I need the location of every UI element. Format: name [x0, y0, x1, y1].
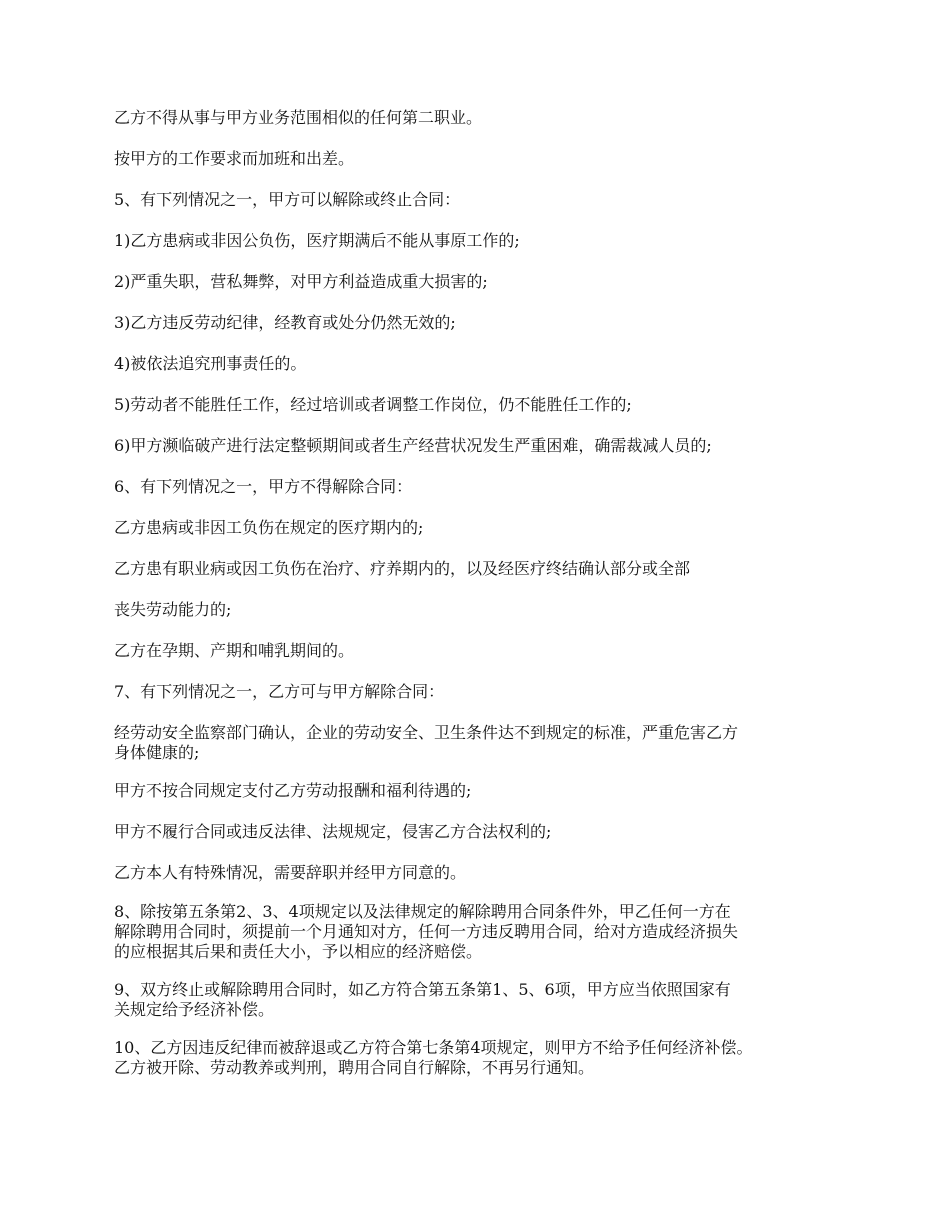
document-page: [114, 108, 854, 1078]
paragraph-4: 1)乙方患病或非因公负伤，医疗期满后不能从事原工作的;: [114, 231, 520, 250]
paragraph-21: 9、双方终止或解除聘用合同时，如乙方符合第五条第1、5、6项，甲方应当依照国家有 关规定给予经济补偿。: [114, 980, 731, 1019]
paragraph-2: 按甲方的工作要求而加班和出差。: [114, 149, 355, 168]
paragraph-12: 乙方患有职业病或因工负伤在治疗、疗养期内的，以及经医疗终结确认部分或全部: [114, 559, 691, 578]
paragraph-9: 6)甲方濒临破产进行法定整顿期间或者生产经营状况发生严重困难，确需裁减人员的;: [114, 436, 712, 455]
paragraph-15: 7、有下列情况之一，乙方可与甲方解除合同：: [114, 682, 445, 701]
paragraph-5: 2)严重失职，营私舞弊，对甲方利益造成重大损害的;: [114, 272, 488, 291]
paragraph-3: 5、有下列情况之一，甲方可以解除或终止合同：: [114, 190, 461, 209]
paragraph-13: 丧失劳动能力的;: [114, 600, 232, 619]
paragraph-8: 5)劳动者不能胜任工作，经过培训或者调整工作岗位，仍不能胜任工作的;: [114, 395, 632, 414]
paragraph-18: 甲方不履行合同或违反法律、法规规定，侵害乙方合法权利的;: [114, 822, 552, 841]
paragraph-14: 乙方在孕期、产期和哺乳期间的。: [114, 641, 355, 660]
paragraph-1: 乙方不得从事与甲方业务范围相似的任何第二职业。: [114, 108, 483, 127]
paragraph-6: 3)乙方违反劳动纪律，经教育或处分仍然无效的;: [114, 313, 456, 332]
paragraph-22: 10、乙方因违反纪律而被辞退或乙方符合第七条第4项规定，则甲方不给予任何经济补偿。 乙方被开除、劳动教养或判刑，聘用合同自行解除，不再另行通知。: [114, 1038, 753, 1077]
paragraph-7: 4)被依法追究刑事责任的。: [114, 354, 307, 373]
paragraph-10: 6、有下列情况之一，甲方不得解除合同：: [114, 477, 413, 496]
paragraph-20: 8、除按第五条第2、3、4项规定以及法律规定的解除聘用合同条件外，甲乙任何一方在 解除聘用合同时，须提前一个月通知对方，任何一方违反聘用合同，给对方造成经济损失 的应根据其后果和责任大小，予以相应的经济赔偿。: [114, 902, 739, 961]
paragraph-11: 乙方患病或非因工负伤在规定的医疗期内的;: [114, 518, 424, 537]
paragraph-19: 乙方本人有特殊情况，需要辞职并经甲方同意的。: [114, 863, 467, 882]
paragraph-17: 甲方不按合同规定支付乙方劳动报酬和福利待遇的;: [114, 781, 472, 800]
paragraph-16: 经劳动安全监察部门确认，企业的劳动安全、卫生条件达不到规定的标准，严重危害乙方 身体健康的;: [114, 723, 739, 762]
